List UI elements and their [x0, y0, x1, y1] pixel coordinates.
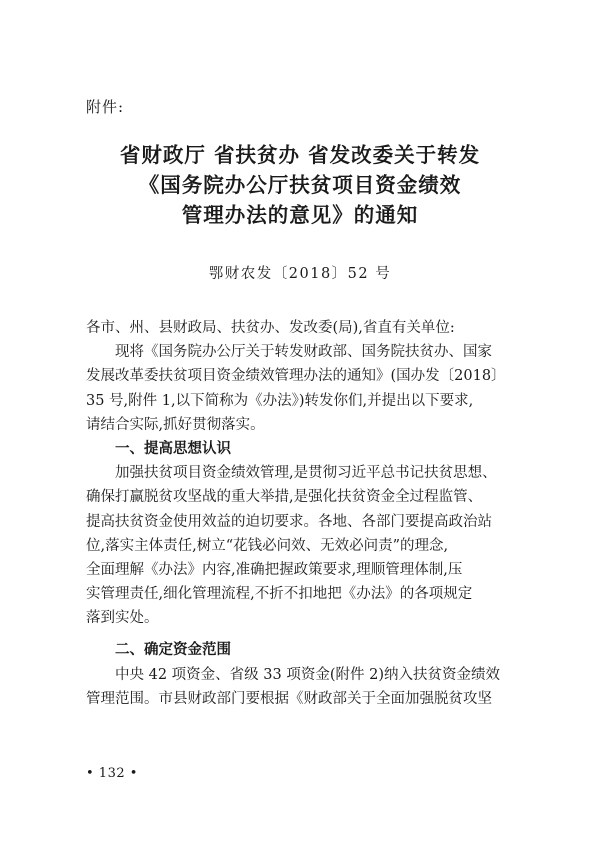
paragraph-line: 确保打赢脱贫攻坚战的重大举措,是强化扶贫资金全过程监管、 — [86, 489, 483, 506]
document-body — [86, 316, 522, 711]
paragraph-line: 35 号,附件 1,以下简称为《办法》)转发你们,并提出以下要求, — [86, 392, 474, 409]
paragraph-line: 位,落实主体责任,树立“花钱必问效、无效必问责”的理念, — [86, 537, 449, 554]
paragraph-line: 管理范围。市县财政部门要根据《财政部关于全面加强脱贫攻坚 — [86, 690, 492, 707]
title-line: 管理办法的意见》的通知 — [181, 203, 419, 227]
paragraph-line: 全面理解《办法》内容,准确把握政策要求,理顺管理体制,压 — [86, 561, 463, 578]
paragraph-line: 现将《国务院办公厅关于转发财政部、国务院扶贫办、国家 — [115, 344, 492, 361]
paragraph-line: 中央 42 项资金、省级 33 项资金(附件 2)纳入扶贫资金绩效 — [115, 666, 500, 683]
attachment-label: 附件: — [86, 98, 125, 116]
paragraph-line: 提高扶贫资金使用效益的迫切要求。各地、各部门要提高政治站 — [86, 513, 492, 530]
title-line: 《国务院办公厅扶贫项目资金绩效 — [138, 173, 462, 197]
paragraph-line: 发展改革委扶贫项目资金绩效管理办法的通知》(国办发〔2018〕 — [86, 368, 506, 385]
section-heading: 一、提高思想认识 — [115, 440, 231, 457]
paragraph-line: 加强扶贫项目资金绩效管理,是贯彻习近平总书记扶贫思想、 — [115, 465, 497, 482]
page-number: • 132 • — [86, 766, 138, 781]
salutation: 各市、州、县财政局、扶贫办、发改委(局),省直有关单位: — [86, 320, 455, 336]
document-title — [60, 140, 540, 230]
title-line: 省财政厅 省扶贫办 省发改委关于转发 — [119, 143, 481, 167]
paragraph-line: 落到实处。 — [86, 610, 159, 627]
paragraph-line: 请结合实际,抓好贯彻落实。 — [86, 416, 265, 433]
section-heading: 二、确定资金范围 — [115, 642, 231, 659]
paragraph-line: 实管理责任,细化管理流程,不折不扣地把《办法》的各项规定 — [86, 586, 473, 603]
document-number: 鄂财农发〔2018〕52 号 — [208, 266, 392, 282]
